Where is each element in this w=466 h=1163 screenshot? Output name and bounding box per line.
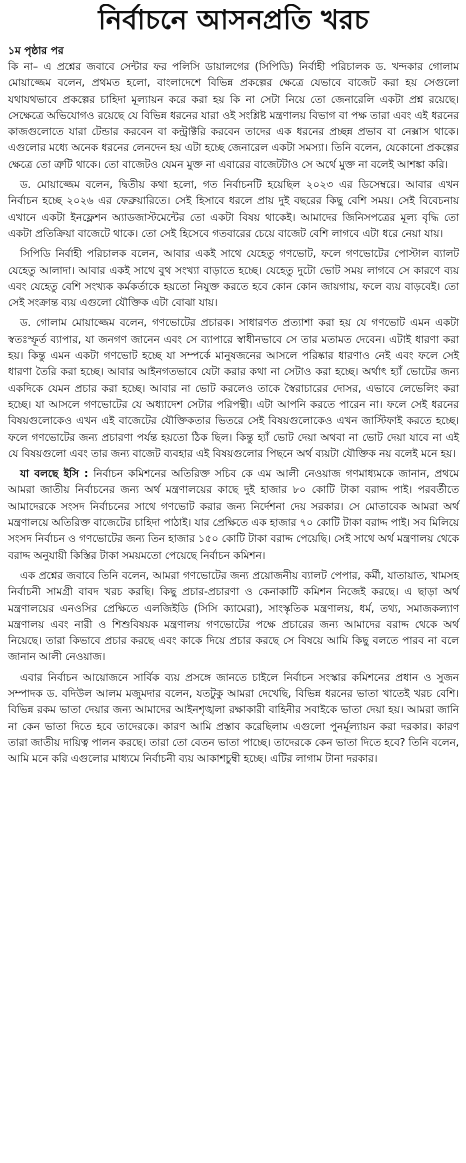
paragraph-text: ড. মোয়াজ্জেম বলেন, দ্বিতীয় কথা হলো, গত নির্বাচনটি হয়েছিল ২০২৩ এর ডিসেম্বরে। আবার এখন নির্বাচন হচ্ছে ২০২৬ এর ফেব্রুয়ারিতে। সেই হিসাবে ধরলে প্রায় দুই বছরের কিছু বেশি সময়। সেই বিবেচনায় এখানে একটা ইনফ্লেশন অ্যাডজাস্টমেন্টের তো একটা বিষয় থাকেই। আমাদের জিনিসপত্রের মূল্য বৃদ্ধি তো একটা প্রতিক্রিয়া বাজেটে থাকে। তো সেই হিসেবে গতবারের চেয়ে বাজেট বেশি লাগবে এটা ধরে নেয়া যায়। [8, 179, 459, 240]
paragraph-text: এবার নির্বাচন আয়োজনে সার্বিক ব্যয় প্রসঙ্গে জানতে চাইলে নির্বাচন সংস্কার কমিশনের প্রধান ও সুজন সম্পাদক ড. বদিউল আলম মজুমদার বলেন, যতটুকু আমরা দেখেছি, বিভিন্ন ধরনের ভাতা খাতেই খরচ বেশি। বিভিন্ন রকম ভাতা দেয়ার জন্য আমাদের আইনশৃঙ্খলা রক্ষাকারী বাহিনীর সবাইকে ভাতা দেয়া হয়। আমরা জানি না কেন ভাতা দিতে হবে তাদেরকে। কারণ আমি প্রস্তাব করেছিলাম এগুলো পুনর্মূল্যায়ন করা দরকার। কারণ তারা জাতীয় দায়িত্ব পালন করছে। তারা তো বেতন ভাতা পাচ্ছে। তাদেরকে কেন ভাতা দিতে হবে? তিনি বলেন, আমি মনে করি এগুলোর মাধ্যমে নির্বাচনী ব্যয় আকাশচুম্বী হচ্ছে। এটির লাগাম টানা দরকার। [8, 671, 459, 766]
paragraph-3 [8, 246, 459, 311]
paragraph-5 [8, 466, 459, 564]
paragraph-2 [8, 177, 459, 242]
paragraph-text: এক প্রশ্নের জবাবে তিনি বলেন, আমরা গণভোটের জন্য প্রয়োজনীয় ব্যালট পেপার, কর্মী, যাতায়াত, খামসহ নির্বাচনী সামগ্রী বাবদ খরচ করছি। কিছু প্রচার-প্রচারণা ও কেনাকাটি কমিশন নিজেই করছে। এ ছাড়া অর্থ মন্ত্রণালয়ের এনওসির প্রেক্ষিতে এলজিইডি (সিসি ক্যামেরা), সাংস্কৃতিক মন্ত্রণালয়, ধর্ম, তথ্য, সমাজকল্যাণ মন্ত্রণালয় এবং নারী ও শিশুবিষয়ক মন্ত্রণালয় গণভোটের পক্ষে প্রচারের জন্য আমাদের বরাদ্দ থেকে অর্থ নিয়েছে। তারা কিভাবে প্রচার করছে এবং কাকে দিয়ে প্রচার করছে সে বিষয়ে আমি কিছু বলতে পারব না বলে জানান আলী নেওয়াজ। [8, 569, 459, 664]
paragraph-text: ড. গোলাম মোয়াজ্জেম বলেন, গণভোটের প্রচারক। সাধারণত প্রত্যাশা করা হয় যে গণভোট এমন একটা স্বতঃস্ফূর্ত ব্যাপার, যা জনগণ জানেন এবং সে ব্যাপারে স্বাধীনভাবে সে তার মতামত দেবেন। এটাই ধারণা করা হয়। কিন্তু এমন একটা গণভোট হচ্ছে যা সম্পর্কে মানুষজনের আসলে পরিষ্কার ধারণাও নেই এবং ফলে সেই ধারণা তৈরি করা হচ্ছে। আবার আইনগতভাবে যেটা করার কথা না সেটাও করা হচ্ছে। অর্থাৎ হ্যাঁ ভোটের জন্য একদিকে যেমন প্রচার করা হচ্ছে। আবার না ভোট করলেও তাকে স্বৈরাচারের দোসর, এভাবে লেভেলিং করা হচ্ছে। যা আসলে গণভোটের যে অধ্যাদেশ সেটার পরিপন্থী। এটা আপনি করতে পারেন না। ফলে সেই ধরনের বিষয়গুলোকেও এখন এই বাজেটের যৌক্তিকতার ভিতরে সেই বিষয়গুলোকেও এখন জাস্টিফাই করতে হচ্ছে। ফলে গণভোটের জন্য প্রচারণা পর্যন্ত হয়তো ঠিক ছিল। কিন্তু হ্যাঁ ভোট দেয়া অথবা না ভোট দেয়া যাবে না এই যে বিষয়গুলো এবং তার জন্য বাজেট ব্যবহার এই বিষয়গুলোর পিছনে অর্থ ব্যয়টা যৌক্তিক নয় বলেই মনে হয়। [8, 317, 459, 460]
subheading: যা বলছে ইসি : [20, 468, 89, 481]
paragraph-text: নির্বাচন কমিশনের অতিরিক্ত সচিব কে এম আলী নেওয়াজ গণমাধ্যমকে জানান, প্রথমে আমরা জাতীয় নির্বাচনের জন্য অর্থ মন্ত্রণালয়ের কাছে দুই হাজার ৮০ কোটি টাকা বরাদ্দ পাই। পরবর্তীতে আমাদেরকে সংসদ নির্বাচনের সাথে গণভোট করার জন্য নির্দেশনা দেয় সরকার। সে মোতাবেক আমরা অর্থ মন্ত্রণালয়ে অতিরিক্ত বাজেটের চাহিদা পাঠাই। যার প্রেক্ষিতে এক হাজার ৭০ কোটি টাকা বরাদ্দ পাই। সব মিলিয়ে সংসদ নির্বাচন ও গণভোটের জন্য তিন হাজার ১৫০ কোটি টাকা বরাদ্দ পেয়েছি। সেই সাথে অর্থ মন্ত্রণালয় থেকে বরাদ্দ অনুযায়ী কিস্তির টাকা সময়মতো পেয়েছে নির্বাচন কমিশন। [8, 468, 459, 562]
paragraph-7 [8, 670, 459, 768]
paragraph-text: সিপিডি নির্বাহী পরিচালক বলেন, আবার একই সাথে যেহেতু গণভোট, ফলে গণভোটের পোস্টাল ব্যালট যেহেতু আলাদা। আবার একই সাথে বুথ সংখ্যা বাড়াতে হচ্ছে। যেহেতু দুটো ভোট সময় লাগবে সে কারণে ব্যয় এবং যেহেতু বেশি সংখ্যক কর্মকর্তাকে হয়তো নিযুক্ত করতে হবে কোন কোন জায়গায়, ফলে ব্যয় বাড়বেই। তো সেই সংক্রান্ত ব্যয় এগুলো যৌক্তিক এটা বোঝা যায়। [8, 248, 459, 310]
paragraph-4 [8, 315, 459, 462]
continuation-label: ১ম পৃষ্ঠার পর [8, 45, 64, 57]
paragraph-text: কি না– এ প্রশ্নের জবাবে সেন্টার ফর পলিসি ডায়ালগের (সিপিডি) নির্বাহী পরিচালক ড. খন্দকার গোলাম মোয়াজ্জেম বলেন, প্রথমত হলো, বাংলাদেশে বিভিন্ন প্রকল্পের ক্ষেত্রে যেভাবে বাজেট করা হয় সেগুলো যথাযথভাবে প্রকল্পের চাহিদা মূল্যায়ন করে করা হয় কি না সেটা নিয়ে তো জেনারেলি একটা প্রশ্ন রয়েছে। সেক্ষেত্রে অভিযোগও রয়েছে যে বিভিন্ন ধরনের যারা ওই সংশ্লিষ্ট মন্ত্রণালয় বিভাগ বা পক্ষ তারা এবং এই ধরনের কাজগুলোতে যারা টেন্ডার করবেন বা কন্ট্রাক্টরি করবেন তাদের এক ধরনের প্রচ্ছন্ন প্রভাব বা নেক্সাস থাকে। এগুলোর মধ্যে অনেক ধরনের লেনদেন হয় এটা হচ্ছে জেনারেল একটা সমস্যা। তিনি বলেন, যেকোনো প্রকল্পের ক্ষেত্রে তো ত্রুটি থাকে। তো বাজেটও যেমন মুক্ত না এবারের বাজেটটাও সে অর্থে মুক্ত না বলেই আশঙ্কা করি। [8, 61, 459, 171]
paragraph-6 [8, 568, 459, 666]
paragraph-1 [8, 59, 459, 173]
headline: নির্বাচনে আসনপ্রতি খরচ [98, 5, 369, 36]
